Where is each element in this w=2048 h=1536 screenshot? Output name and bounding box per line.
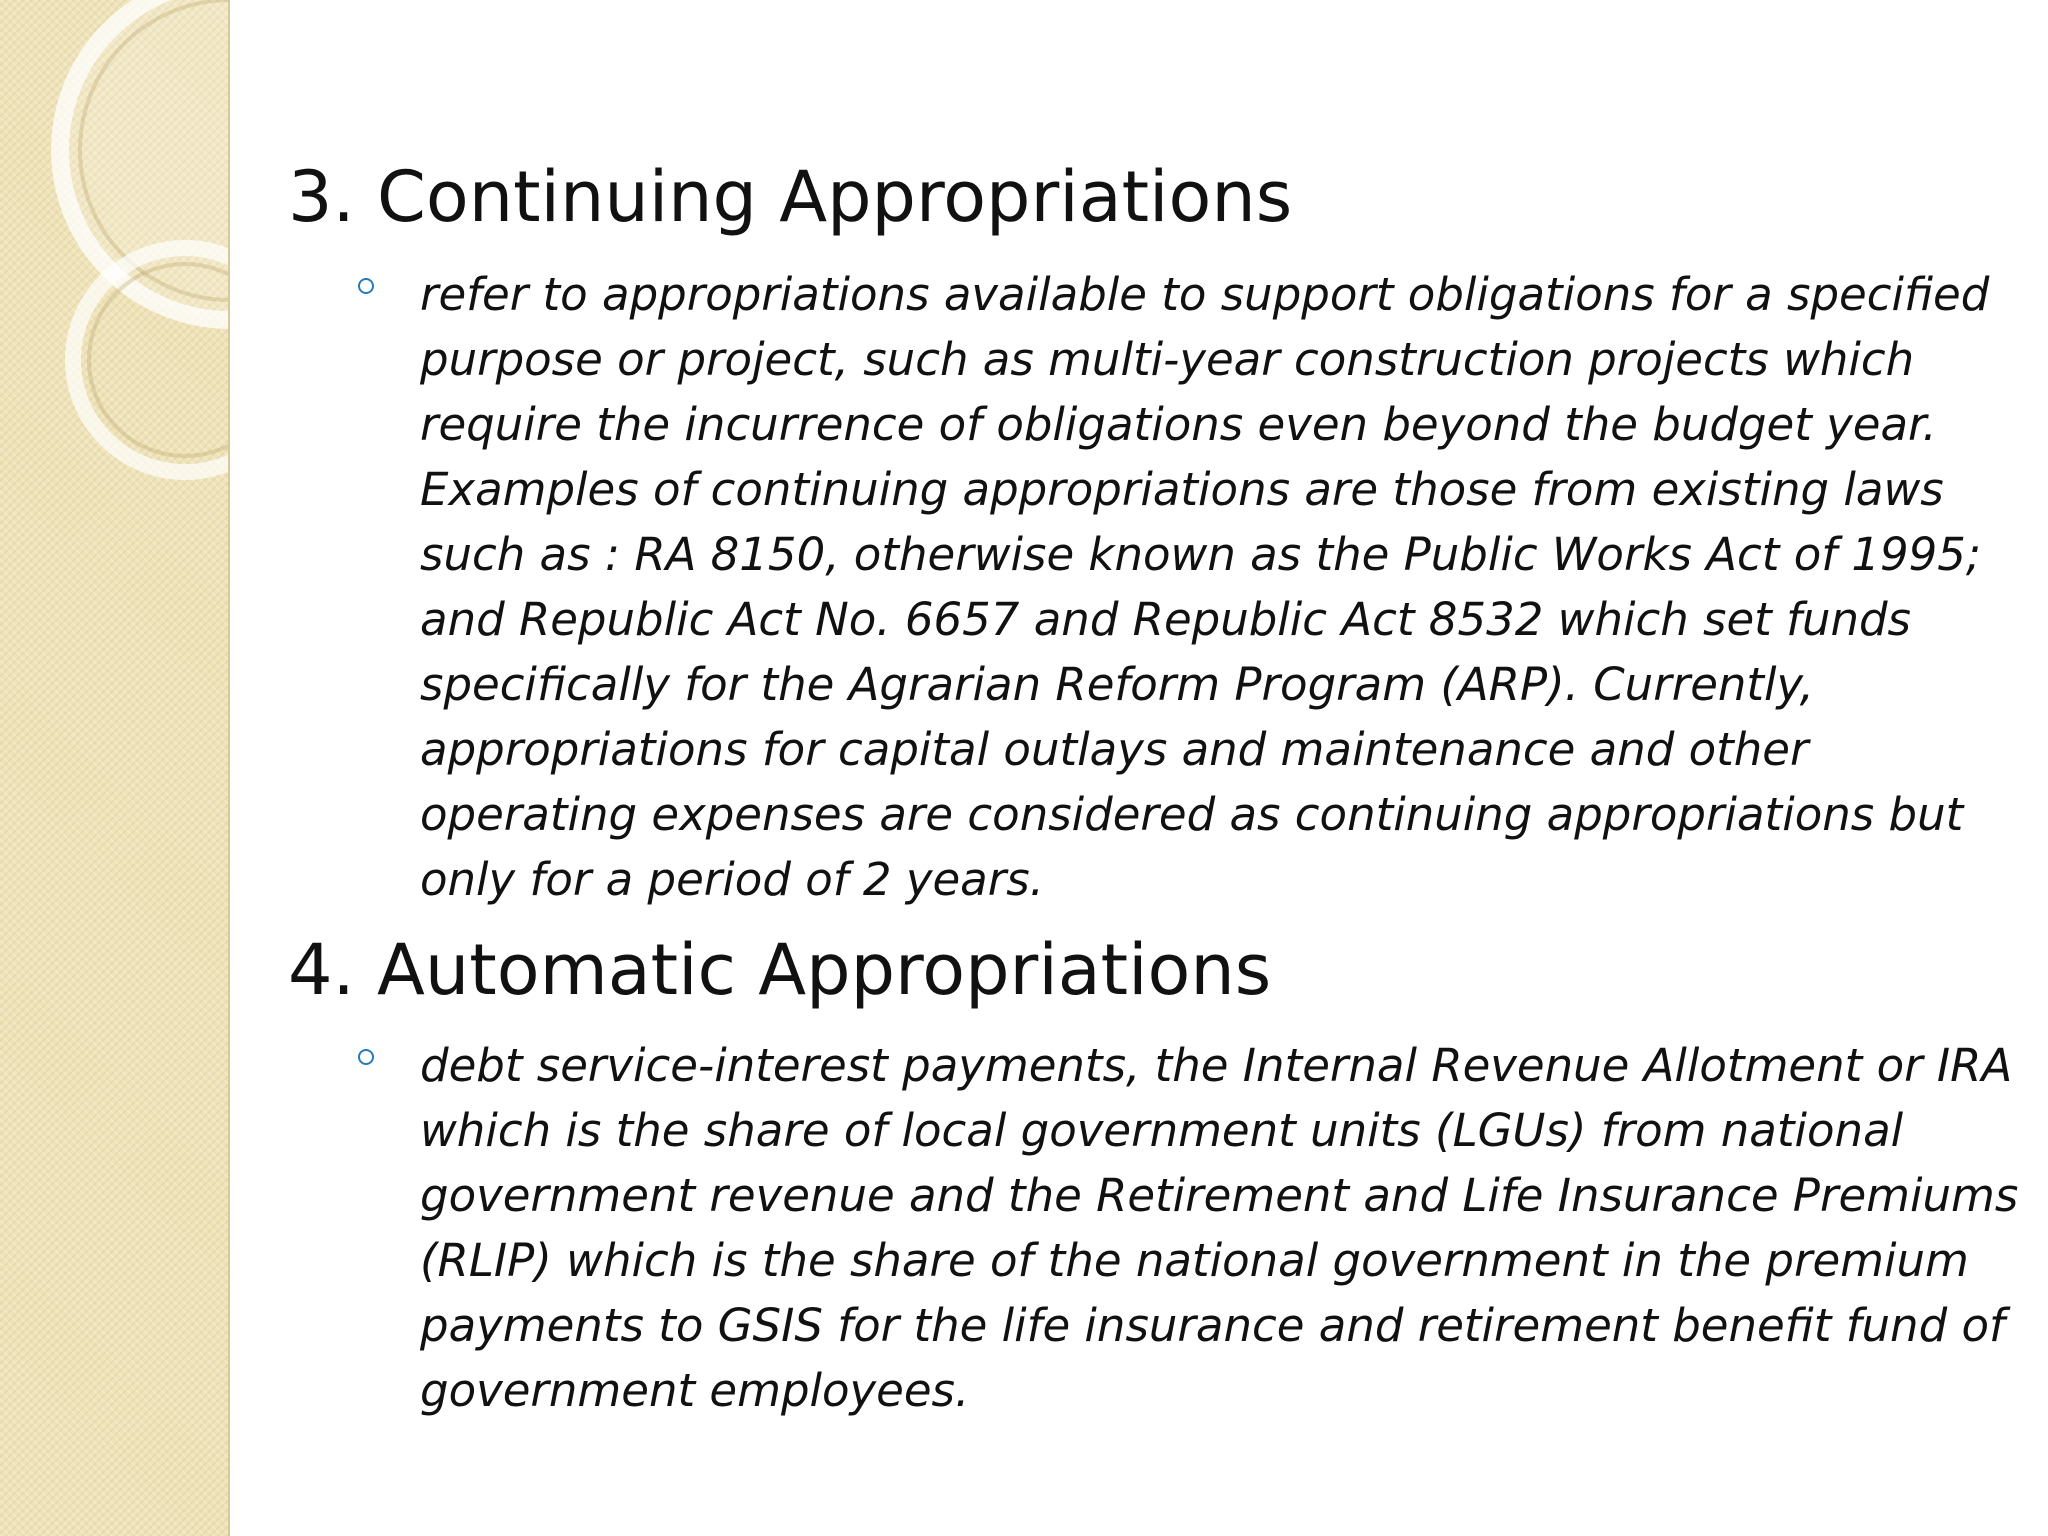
decorative-side-band	[0, 0, 230, 1536]
bullet-circle-icon	[358, 1049, 374, 1065]
section-3-title: 3. Continuing Appropriations	[288, 156, 1293, 238]
section-3-bullet-text: refer to appropriations available to support obligations for a specified purpose or project, such as multi-year construction projects which require the incurrence of obligations even beyond the budget year. Examples of continuing appropriations are those from existing laws such as : RA 8150, otherwise known as the Public Works Act of 1995; and Republic Act No. 6657 and Republic Act 8532 which set funds specifically for the Agrarian Reform Program (ARP). Currently, appropriations for capital outlays and maintenance and other operating expenses are considered as continuing appropriations but only for a period of 2 years.	[420, 268, 1990, 906]
bullet-circle-icon	[358, 278, 374, 294]
section-4-title: 4. Automatic Appropriations	[288, 929, 1272, 1011]
section-4-bullet-text: debt service-interest payments, the Internal Revenue Allotment or IRA which is the share of local government units (LGUs) from national government revenue and the Retirement and Life Insurance Premiums (RLIP) which is the share of the national government in the premium payments to GSIS for the life insurance and retirement benefit fund of government employees.	[420, 1039, 2019, 1417]
decorative-rings-graphic	[0, 0, 228, 620]
slide-content	[288, 0, 2018, 1536]
